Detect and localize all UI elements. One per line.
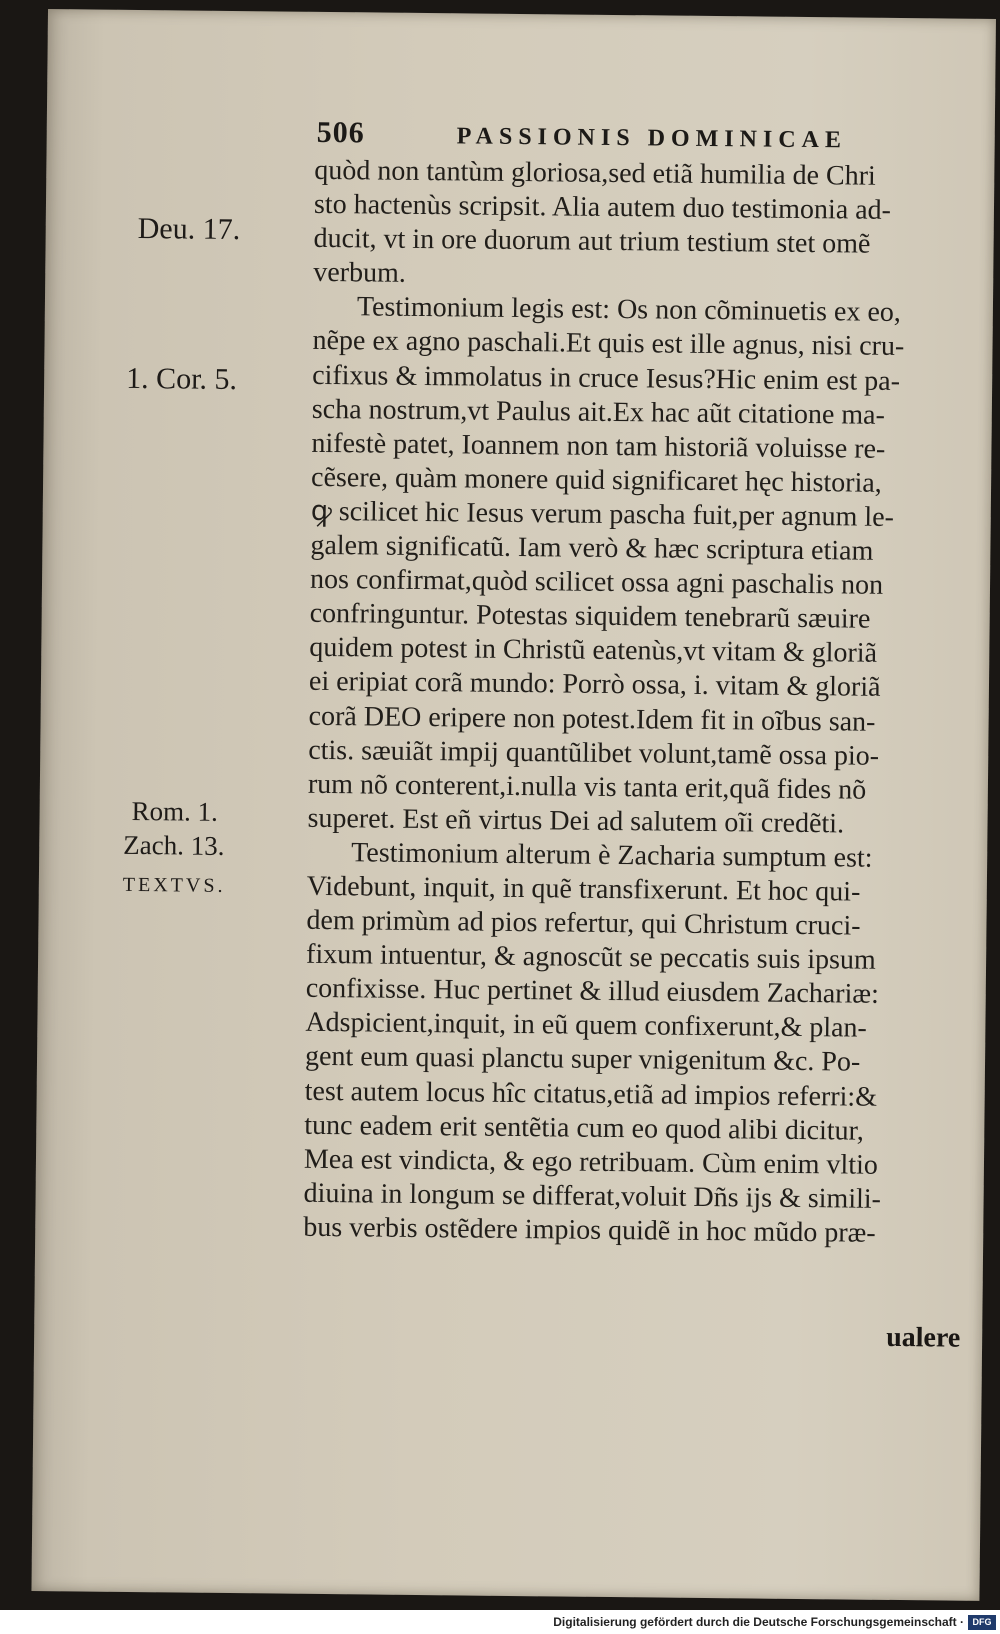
margin-note-zach: Zach. 13. bbox=[123, 829, 225, 861]
text-line: quidem potest in Christũ eatenùs,vt vitam & gloriã bbox=[309, 632, 878, 670]
text-line: Testimonium legis est: Os non cõminuetis ex eo, bbox=[356, 291, 902, 329]
text-line: ꝙ scilicet hic Iesus verum pascha fuit,per agnum le- bbox=[310, 495, 895, 533]
dfg-logo-icon: DFG bbox=[968, 1615, 996, 1630]
text-line: fixum intuentur, & agnoscũt se peccatis suis ipsum bbox=[305, 938, 876, 976]
text-line: nẽpe ex agno paschali.Et quis est ille agnus, nisi cru- bbox=[312, 325, 905, 363]
margin-note-textus: TEXTVS. bbox=[122, 873, 226, 897]
text-line: Mea est vindicta, & ego retribuam. Cùm enim vltio bbox=[303, 1143, 879, 1181]
text-line: scha nostrum,vt Paulus ait.Ex hac aũt citatione ma- bbox=[311, 393, 886, 431]
text-line: ducit, vt in ore duorum aut trium testium stet omẽ bbox=[313, 223, 871, 260]
text-line: ctis. sæuiãt impij quantũlibet volunt,tamẽ ossa pio- bbox=[308, 734, 880, 772]
text-line: test autem locus hîc citatus,etiã ad impios referri:& bbox=[304, 1075, 878, 1113]
text-line: confringuntur. Potestas siquidem tenebrarũ sæuire bbox=[309, 598, 871, 635]
body-text bbox=[303, 154, 974, 1252]
text-line: nifestè patet, Ioannem non tam historiã voluisse re- bbox=[311, 427, 886, 465]
text-line: Testimonium alterum è Zacharia sumptum est: bbox=[351, 837, 873, 874]
folio-number: 506 bbox=[316, 115, 365, 150]
text-line: confixisse. Huc pertinet & illud eiusdem Zachariæ: bbox=[305, 973, 879, 1011]
text-line: sto hactenùs scripsit. Alia autem duo testimonia ad- bbox=[313, 188, 892, 226]
text-line: gent eum quasi planctu super vnigenitum &c. Po- bbox=[304, 1041, 861, 1079]
text-line: tunc eadem erit sentẽtia cum eo quod alibi dicitur, bbox=[304, 1109, 864, 1147]
funding-credit: Digitalisierung gefördert durch die Deutsche Forschungsgemeinschaft · bbox=[553, 1615, 964, 1629]
text-line: cifixus & immolatus in cruce Iesus?Hic enim est pa- bbox=[312, 359, 901, 397]
text-line: dem primùm ad pios refertur, qui Christum cruci- bbox=[306, 904, 861, 942]
margin-note-deu: Deu. 17. bbox=[137, 211, 241, 247]
text-line: ei eripiat corã mundo: Porrò ossa, i. vitam & gloriã bbox=[308, 666, 881, 704]
text-line: superet. Est eñ virtus Dei ad salutem oĩi credẽti. bbox=[307, 802, 845, 840]
text-line: cẽsere, quàm monere quid significaret hęc historia, bbox=[310, 461, 882, 499]
text-line: quòd non tantùm gloriosa,sed etiã humilia de Chri bbox=[314, 154, 876, 192]
text-line: bus verbis ostẽdere impios quidẽ in hoc mũdo præ- bbox=[303, 1211, 876, 1249]
text-line: diuina in longum se differat,voluit Dñs ijs & simili- bbox=[303, 1177, 882, 1215]
text-line: Adspicient,inquit, in eũ quem confixerunt,& plan- bbox=[305, 1007, 867, 1045]
text-line: corã DEO eripere non potest.Idem fit in oĩbus san- bbox=[308, 700, 876, 738]
digitization-footer bbox=[0, 1612, 1000, 1634]
book-page bbox=[31, 9, 996, 1601]
text-line: verbum. bbox=[313, 257, 406, 290]
text-line: Videbunt, inquit, in quẽ transfixerunt. Et hoc qui- bbox=[306, 870, 861, 908]
running-title: PASSIONIS DOMINICAE bbox=[456, 123, 848, 154]
margin-note-rom: Rom. 1. bbox=[131, 795, 219, 827]
text-line: rum nõ conterent,i.nulla vis tanta erit,quã fides nõ bbox=[307, 768, 867, 806]
catchword: ualere bbox=[885, 1321, 961, 1354]
text-line: nos confirmat,quòd scilicet ossa agni paschalis non bbox=[309, 563, 884, 601]
text-line: galem significatũ. Iam verò & hæc scriptura etiam bbox=[310, 529, 874, 567]
margin-note-cor: 1. Cor. 5. bbox=[125, 361, 238, 397]
